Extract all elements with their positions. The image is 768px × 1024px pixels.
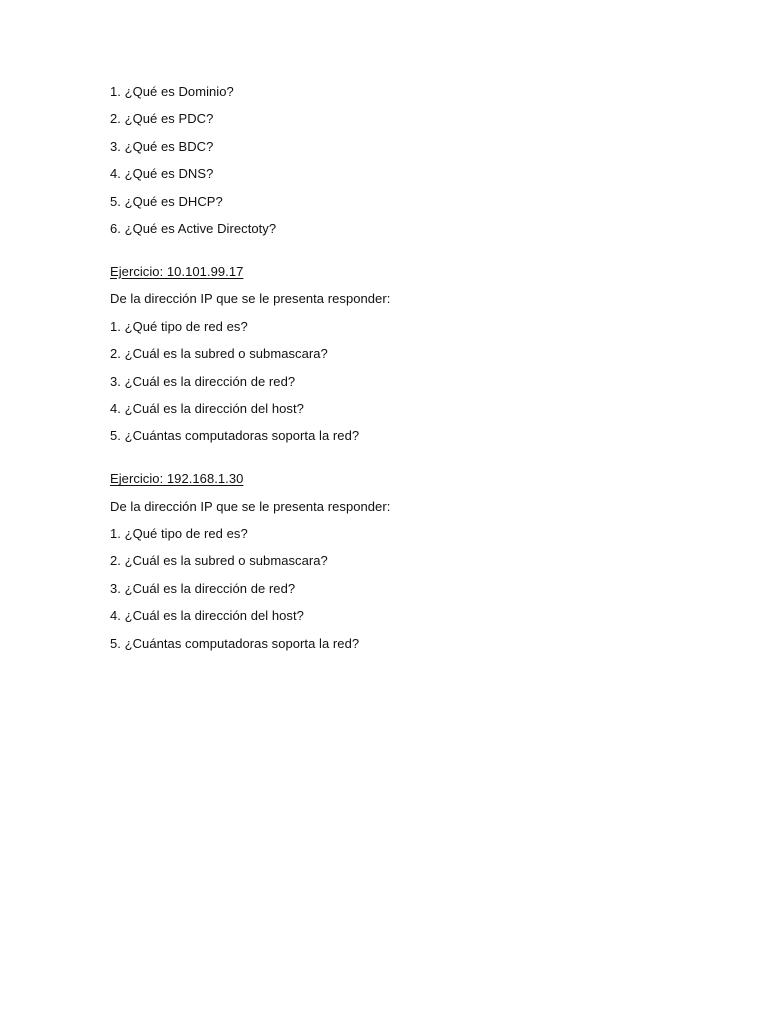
section-spacer	[110, 237, 670, 264]
exercise-2-section	[110, 471, 670, 651]
exercise-1-section	[110, 264, 670, 444]
exercise-1-question: 2. ¿Cuál es la subred o submascara?	[110, 346, 328, 362]
exercise-2-intro: De la dirección IP que se le presenta responder:	[110, 498, 391, 514]
exercise-1-heading: Ejercicio: 10.101.99.17	[110, 263, 244, 279]
exercise-2-question: 2. ¿Cuál es la subred o submascara?	[110, 553, 328, 569]
question-item: 4. ¿Qué es DNS?	[110, 166, 214, 182]
section-spacer	[110, 444, 670, 471]
question-item: 5. ¿Qué es DHCP?	[110, 193, 223, 209]
exercise-1-intro: De la dirección IP que se le presenta responder:	[110, 291, 391, 307]
exercise-2-heading: Ejercicio: 192.168.1.30	[110, 471, 244, 487]
question-item: 2. ¿Qué es PDC?	[110, 111, 214, 127]
question-item: 6. ¿Qué es Active Directoty?	[110, 220, 277, 236]
exercise-1-question: 3. ¿Cuál es la dirección de red?	[110, 373, 296, 389]
exercise-2-question: 5. ¿Cuántas computadoras soporta la red?	[110, 635, 360, 651]
exercise-2-question: 4. ¿Cuál es la dirección del host?	[110, 608, 304, 624]
exercise-2-question: 1. ¿Qué tipo de red es?	[110, 526, 248, 542]
question-item: 3. ¿Qué es BDC?	[110, 138, 214, 154]
question-item: 1. ¿Qué es Dominio?	[110, 84, 234, 99]
exercise-1-question: 4. ¿Cuál es la dirección del host?	[110, 400, 304, 416]
exercise-1-question: 5. ¿Cuántas computadoras soporta la red?	[110, 428, 360, 444]
exercise-1-question: 1. ¿Qué tipo de red es?	[110, 318, 248, 334]
general-questions-list	[110, 84, 670, 237]
exercise-2-question: 3. ¿Cuál es la dirección de red?	[110, 580, 296, 596]
document-content	[110, 84, 670, 652]
